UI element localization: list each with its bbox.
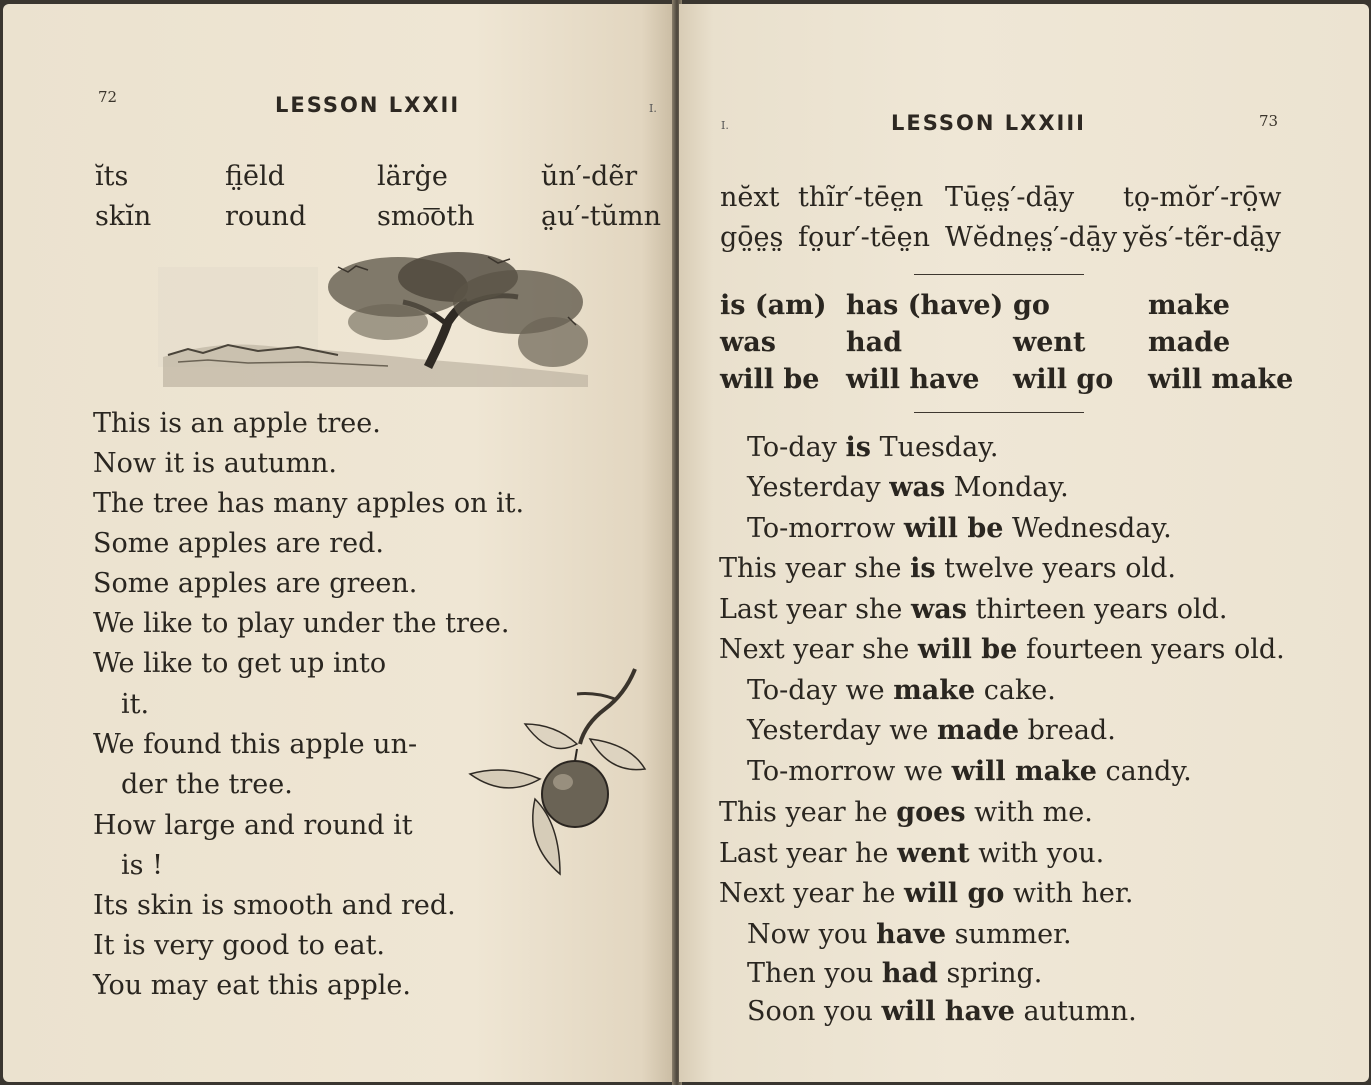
vocab-word: a̤u′-tŭmn [541,201,661,232]
sentence-text: Yesterday we [747,715,937,746]
reading-line: Its skin is smooth and red. [93,890,456,921]
vocab-word: Tūe̤s̤′-dā̤y [945,182,1075,213]
vocab-word: ĭts [95,161,129,192]
sentence-text: To-morrow we [747,756,952,787]
sentence-line [719,633,1285,667]
apple-branch-illustration [465,664,650,879]
page-number: 72 [98,88,118,106]
vocab-word: skĭn [95,201,152,232]
verb-form: will make [1148,364,1294,395]
reading-line: it. [121,689,150,720]
sentence-text: To-day we [747,675,894,706]
margin-mark: I. [649,102,657,115]
sentence-verb: is [845,432,871,463]
sentence-line [719,837,1104,871]
reading-line: The tree has many apples on it. [93,488,525,519]
apple-tree-illustration [158,247,598,392]
sentence-line [747,714,1116,748]
sentence-text: Monday. [945,472,1069,503]
vocab-word: nĕxt [720,182,780,213]
verb-form: go [1013,290,1050,321]
vocabulary-list [95,159,675,235]
verb-table [720,287,1298,398]
sentence-text: Soon you [747,996,882,1027]
sentence-text: To-morrow [747,513,904,544]
sentence-text: cake. [975,675,1056,706]
sentence-verb: make [893,675,976,706]
sentence-verb: goes [896,797,966,828]
sentence-text: candy. [1096,756,1192,787]
verb-form: has (have) [846,290,1004,321]
sentence-line [747,957,1042,991]
vocab-word: Wĕdne̤s̤′-dā̤y [945,222,1118,253]
vocab-word: ŭn′-dẽr [541,161,638,192]
vocab-word: to̤-mŏr′-rō̤w [1123,182,1282,213]
vocab-word: yĕs′-tẽr-dā̤y [1123,222,1281,253]
sentence-verb: was [910,594,967,625]
sentence-text: This year she [719,553,911,584]
vocab-word: smo͞oth [377,201,475,232]
verb-form: is (am) [720,290,827,321]
vocab-word: gō̤e̤s̤ [720,222,784,253]
sentence-text: with her. [1004,878,1134,909]
verb-form: made [1148,327,1231,358]
sentence-text: Next year she [719,634,918,665]
reading-line: You may eat this apple. [93,970,411,1001]
sentence-text: Wednesday. [1003,513,1172,544]
verb-form: will go [1013,364,1114,395]
verb-form: had [846,327,903,358]
reading-line: We found this apple un- [93,729,418,760]
reading-line: It is very good to eat. [93,930,386,961]
lesson-title: LESSON LXXII [275,93,461,117]
sentence-line [747,995,1137,1029]
vocabulary-list [720,180,1283,256]
divider-rule [914,274,1084,275]
reading-line: der the tree. [121,769,293,800]
sentence-verb: went [897,838,970,869]
verb-form: went [1013,327,1086,358]
sentence-verb: will go [904,878,1005,909]
sentence-verb: will be [917,634,1018,665]
lesson-title: LESSON LXXIII [891,111,1086,135]
sentence-text: bread. [1019,715,1116,746]
sentence-text: Last year he [719,838,898,869]
sentence-text: thirteen years old. [966,594,1228,625]
sentence-verb: have [876,919,947,950]
sentence-verb: will be [903,513,1004,544]
sentence-text: Last year she [719,594,911,625]
sentence-text: twelve years old. [935,553,1176,584]
sentence-text: Next year he [719,878,905,909]
vocab-word: round [225,201,307,232]
reading-line: is ! [121,850,163,881]
sentence-line [747,755,1192,789]
vocab-word: fo̤ur′-tēe̤n [798,222,930,253]
vocab-word: fi̤ēld [225,161,285,192]
sentence-text: Now you [747,919,877,950]
sentence-line [719,593,1227,627]
sentence-line [719,877,1133,911]
verb-form: was [720,327,776,358]
reading-line: Some apples are red. [93,528,384,559]
margin-mark: I. [721,119,729,132]
sentence-text: spring. [937,958,1043,989]
sentence-text: This year he [719,797,897,828]
sentence-line [747,471,1069,505]
sentence-verb: will have [881,996,1015,1027]
reading-line: This is an apple tree. [93,408,381,439]
sentence-verb: made [936,715,1020,746]
reading-line: We like to play under the tree. [93,608,510,639]
sentence-line [719,552,1176,586]
sentence-line [747,431,998,465]
sentence-line [747,674,1056,708]
reading-line: Some apples are green. [93,568,418,599]
sentence-text: with you. [969,838,1105,869]
sentence-text: To-day [747,432,846,463]
sentence-verb: was [889,472,946,503]
sentence-text: Tuesday. [870,432,999,463]
verb-form: will be [720,364,820,395]
sentence-text: Yesterday [747,472,890,503]
verb-form: make [1148,290,1230,321]
reading-line: Now it is autumn. [93,448,338,479]
sentence-line [747,512,1172,546]
sentence-text: autumn. [1014,996,1137,1027]
sentence-line [719,796,1093,830]
vocab-word: thĩr′-tēe̤n [798,182,924,213]
verb-form: will have [846,364,980,395]
right-page [679,4,1369,1082]
sentence-line [747,918,1072,952]
sentence-text: with me. [965,797,1093,828]
sentence-verb: will make [951,756,1097,787]
divider-rule [914,412,1084,413]
sentence-verb: had [881,958,938,989]
sentence-text: Then you [747,958,882,989]
sentence-text: fourteen years old. [1017,634,1285,665]
page-number: 73 [1259,112,1279,130]
left-page [3,4,675,1082]
sentence-verb: is [910,553,936,584]
reading-line: We like to get up into [93,648,387,679]
vocab-word: lärġe [377,161,448,192]
sentence-text: summer. [946,919,1072,950]
reading-line: How large and round it [93,810,413,841]
